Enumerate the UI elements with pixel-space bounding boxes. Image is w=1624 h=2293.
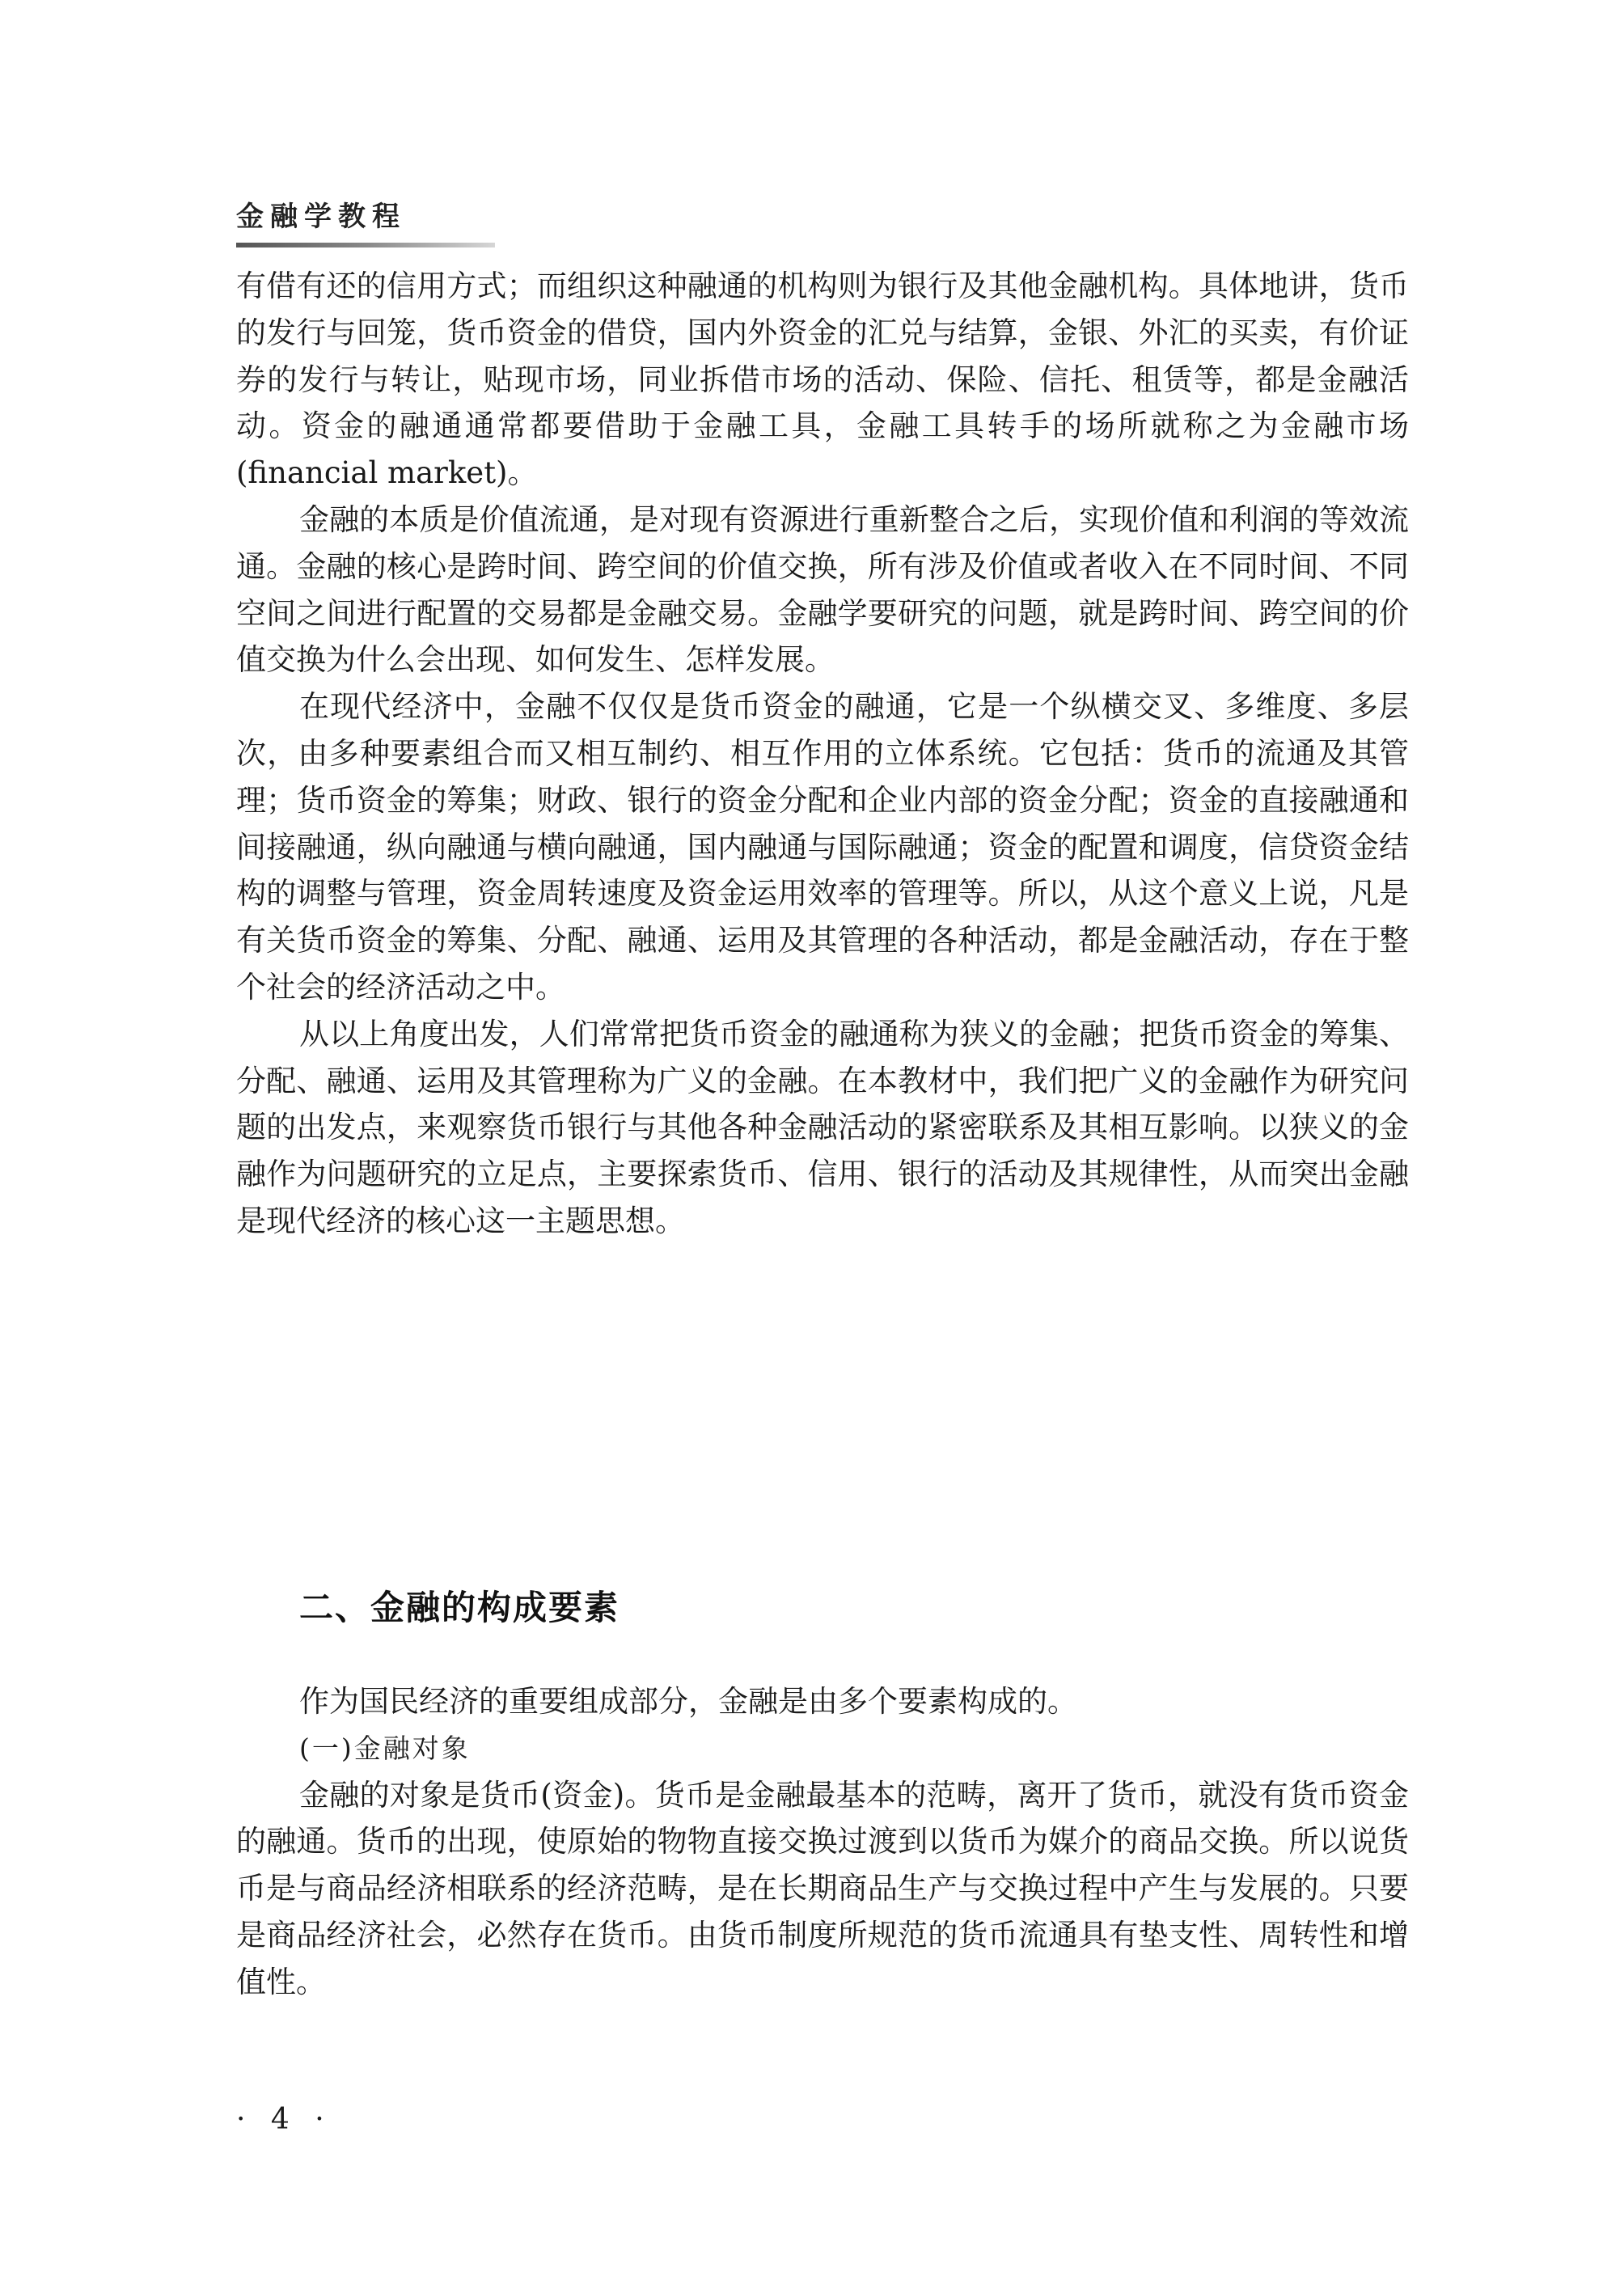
paragraph-narrow-broad: 从以上角度出发，人们常常把货币资金的融通称为狭义的金融；把货币资金的筹集、分配、融通、运用及其管理称为广义的金融。在本教材中，我们把广义的金融作为研究问题的出发点，来观察货币银行与其他各种金融活动的紧密联系及其相互影响。以狭义的金融作为问题研究的立足点，主要探索货币、信用、银行的活动及其规律性，从而突出金融是现代经济的核心这一主题思想。	[236, 1016, 1409, 1238]
header-rule	[236, 243, 495, 247]
paragraph-financial-object: 金融的对象是货币(资金)。货币是金融最基本的范畴，离开了货币，就没有货币资金的融通。货币的出现，使原始的物物直接交换过渡到以货币为媒介的商品交换。所以说货币是与商品经济相联系的经济范畴，是在长期商品生产与交换过程中产生与发展的。只要是商品经济社会，必然存在货币。由货币制度所规范的货币流通具有垫支性、周转性和增值性。	[236, 1777, 1409, 1999]
paragraph-modern-economy: 在现代经济中，金融不仅仅是货币资金的融通，它是一个纵横交叉、多维度、多层次，由多种要素组合而又相互制约、相互作用的立体系统。它包括：货币的流通及其管理；货币资金的筹集；财政、银行的资金分配和企业内部的资金分配；资金的直接融通和间接融通，纵向融通与横向融通，国内融通与国际融通；资金的配置和调度，信贷资金结构的调整与管理，资金周转速度及资金运用效率的管理等。所以，从这个意义上说，凡是有关货币资金的筹集、分配、融通、运用及其管理的各种活动，都是金融活动，存在于整个社会的经济活动之中。	[236, 689, 1409, 1005]
section-heading: 二、金融的构成要素	[299, 1588, 620, 1627]
section-intro: 作为国民经济的重要组成部分，金融是由多个要素构成的。	[299, 1684, 1077, 1719]
body-text	[236, 263, 1409, 1245]
page-number: · 4 ·	[236, 2103, 332, 2136]
running-header-title: 金融学教程	[236, 201, 406, 233]
paragraph-continuation: 有借有还的信用方式；而组织这种融通的机构则为银行及其他金融机构。具体地讲，货币的发行与回笼，货币资金的借贷，国内外资金的汇兑与结算，金银、外汇的买卖，有价证券的发行与转让，贴现市场，同业拆借市场的活动、保险、信托、租赁等，都是金融活动。资金的融通通常都要借助于金融工具，金融工具转手的场所就称之为金融市场(financial market)。	[236, 269, 1409, 491]
section-body	[236, 1678, 1409, 2006]
subsection-heading: (一)金融对象	[299, 1732, 471, 1764]
paragraph-essence: 金融的本质是价值流通，是对现有资源进行重新整合之后，实现价值和利润的等效流通。金融的核心是跨时间、跨空间的价值交换，所有涉及价值或者收入在不同时间、不同空间之间进行配置的交易都是金融交易。金融学要研究的问题，就是跨时间、跨空间的价值交换为什么会出现、如何发生、怎样发展。	[236, 501, 1409, 678]
